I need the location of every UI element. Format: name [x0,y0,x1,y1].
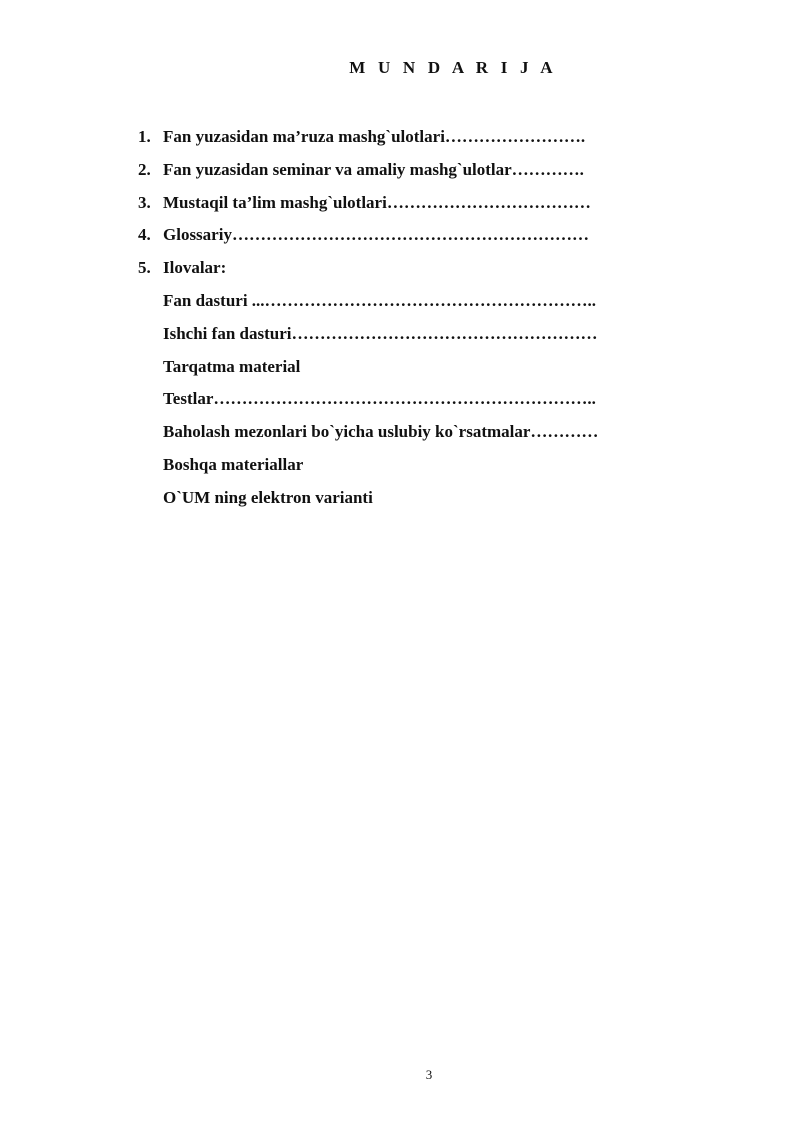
toc-subitem-elektron-variant [138,482,678,515]
toc-item-5 [138,252,678,285]
toc-subitem-text: Baholash mezonlari bo`yicha uslubiy ko`rsatmalar………… [163,422,599,442]
toc-item-4 [138,219,678,252]
toc-item-number: 2. [138,159,151,179]
toc-item-text: Ilovalar: [163,258,227,278]
toc-item-text: Fan yuzasidan ma’ruza mashg`ulotlari……………………. [163,127,586,146]
toc-item-number: 3. [138,192,151,212]
toc-item-text: Fan yuzasidan seminar va amaliy mashg`ulotlar…………. [163,159,584,179]
toc-item-text: Glossariy……………………………………………………… [163,225,589,245]
toc-subitem-testlar [138,383,678,416]
page-title: M U N D A R I J A [349,58,557,77]
toc-subitem-text: Boshqa materiallar [163,454,304,474]
page-number: 3 [425,1067,433,1082]
toc-subitem-text: O`UM ning elektron varianti [163,487,373,507]
toc-item-number: 4. [138,225,151,245]
toc-item-1 [138,121,678,154]
toc-item-number: 1. [138,127,151,146]
toc-subitem-text: Ishchi fan dasturi……………………………………………… [163,323,598,343]
toc-subitem-boshqa-materiallar [138,449,678,482]
toc-subitem-text: Tarqatma material [163,356,301,376]
toc-subitem-text: Testlar………………………………………………………….. [163,389,596,409]
toc-subitem-baholash-mezonlari [138,416,678,449]
toc-subitem-text: Fan dasturi ...………………………………………………….. [163,290,597,310]
toc-item-3 [138,187,678,220]
toc-subitem-tarqatma-material [138,351,678,384]
toc-subitem-fan-dasturi [138,285,678,318]
toc-item-text: Mustaqil ta’lim mashg`ulotlari……………………………… [163,192,591,212]
toc-item-number: 5. [138,258,151,278]
table-of-contents [138,121,678,515]
toc-item-2 [138,154,678,187]
toc-subitem-ishchi-fan-dasturi [138,318,678,351]
